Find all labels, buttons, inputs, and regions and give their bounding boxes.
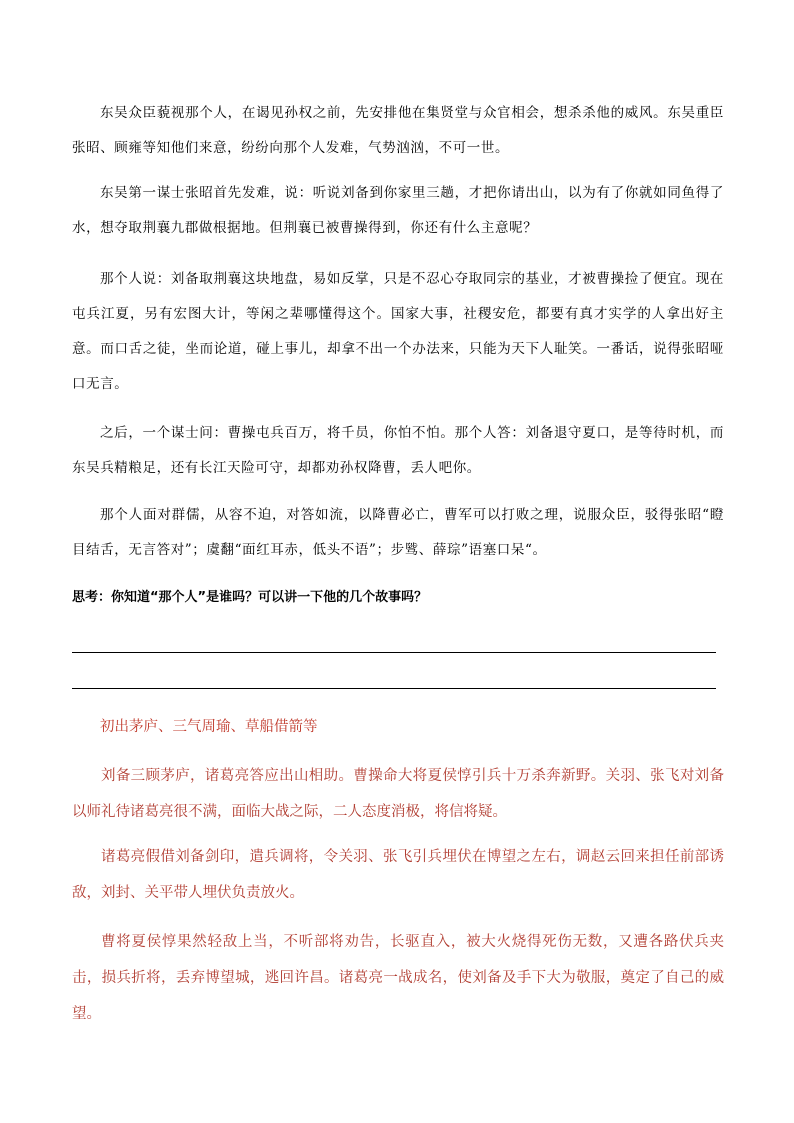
thinking-question: 思考：你知道“那个人”是谁吗？可以讲一下他的几个故事吗？ — [72, 590, 428, 605]
passage-paragraph-4: 之后，一个谋士问：曹操屯兵百万，将千员，你怕不怕。那个人答：刘备退守夏口，是等待时机，而东吴兵精粮足，还有长江天险可守，却都劝孙权降曹，丢人吧你。 — [72, 425, 724, 476]
passage-paragraph-2: 东吴第一谋士张昭首先发难，说：听说刘备到你家里三趟，才把你请出山，以为有了你就如同鱼得了水，想夺取荆襄九郡做根据地。但荆襄已被曹操得到，你还有什么主意呢？ — [72, 185, 724, 236]
answer-paragraph-2: 诸葛亮假借刘备剑印，遣兵调将，令关羽、张飞引兵埋伏在博望之左右，调赵云回来担任前部诱敌，刘封、关平带人埋伏负责放火。 — [72, 849, 724, 901]
passage-paragraph-5: 那个人面对群儒，从容不迫，对答如流，以降曹必亡，曹军可以打败之理，说服众臣，驳得张昭“瞪目结舌，无言答对”；虞翻“面红耳赤，低头不语”；步骘、薛琮”语塞口呆“。 — [72, 507, 724, 558]
answer-title: 初出茅庐、三气周瑜、草船借箭等 — [100, 719, 318, 735]
answer-line-2 — [72, 688, 716, 689]
answer-paragraph-1: 刘备三顾茅庐，诸葛亮答应出山相助。曹操命大将夏侯惇引兵十万杀奔新野。关羽、张飞对刘备以师礼待诸葛亮很不满，面临大战之际，二人态度消极，将信将疑。 — [72, 768, 724, 820]
answer-paragraph-3: 曹将夏侯惇果然轻敌上当，不听部将劝告，长驱直入，被大火烧得死伤无数，又遭各路伏兵夹击，损兵折将，丢弃博望城，逃回许昌。诸葛亮一战成名，使刘备及手下大为敬服，奠定了自己的威望。 — [72, 934, 724, 1022]
passage-paragraph-3: 那个人说：刘备取荆襄这块地盘，易如反掌，只是不忍心夺取同宗的基业，才被曹操捡了便宜。现在屯兵江夏，另有宏图大计，等闲之辈哪懂得这个。国家大事，社稷安危，都要有真才实学的人拿出好主意。而口舌之徒，坐而论道，碰上事儿，却拿不出一个办法来，只能为天下人耻笑。一番话，说得张昭哑口无言。 — [72, 271, 724, 392]
answer-line-1 — [72, 652, 716, 653]
passage-paragraph-1: 东吴众臣藐视那个人，在谒见孙权之前，先安排他在集贤堂与众官相会，想杀杀他的威风。东吴重臣张昭、顾雍等知他们来意，纷纷向那个人发难，气势汹汹，不可一世。 — [72, 105, 724, 156]
